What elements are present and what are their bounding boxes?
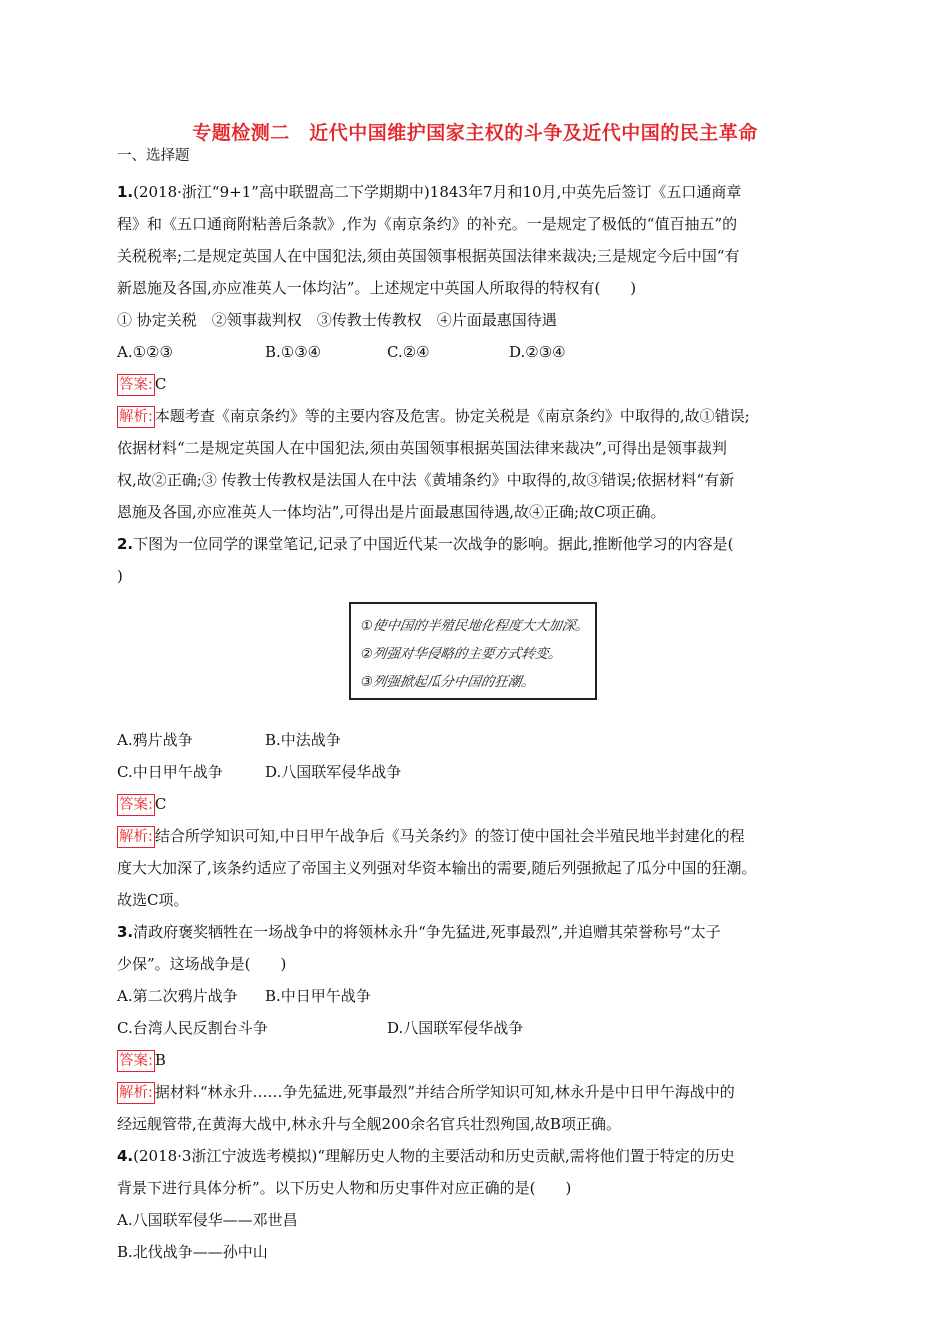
question-number: 2. — [117, 535, 134, 553]
option-a: A.第二次鸦片战争 — [117, 987, 238, 1005]
option-a: A.鸦片战争 — [117, 731, 193, 749]
answer-options — [117, 980, 829, 1012]
answer-options — [117, 724, 829, 756]
question-text: 1.(2018·浙江“9+1”高中联盟高二下学期期中)1843年7月和10月,中英先后签订《五口通商章 — [117, 183, 742, 201]
question-number: 4. — [117, 1147, 134, 1165]
analysis-text: 解析: 本题考查《南京条约》等的主要内容及危害。协定关税是《南京条约》中取得的,故①错误; — [117, 400, 829, 432]
analysis-text: 解析: 结合所学知识可知,中日甲午战争后《马关条约》的签订使中国社会半殖民地半封建化的程 — [117, 820, 829, 852]
question-text: 少保”。这场战争是( ) — [117, 955, 287, 973]
question-3 — [117, 916, 829, 1140]
questions — [117, 176, 829, 1268]
option-c: C.台湾人民反割台斗争 — [117, 1019, 268, 1037]
answer-tag: 答案: — [117, 794, 155, 816]
analysis-text: 度大大加深了,该条约适应了帝国主义列强对华资本输出的需要,随后列强掀起了瓜分中国的狂潮。 — [117, 859, 757, 877]
note-line: ③列强掀起瓜分中国的狂潮。 — [359, 674, 536, 690]
analysis-text: 经远舰管带,在黄海大战中,林永升与全舰200余名官兵壮烈殉国,故B项正确。 — [117, 1115, 621, 1133]
answer-value: C — [154, 375, 167, 393]
page-title: 专题检测二 近代中国维护国家主权的斗争及近代中国的民主革命 — [192, 122, 758, 144]
option-d: D.八国联军侵华战争 — [387, 1019, 524, 1037]
answer-line — [117, 1044, 829, 1076]
question-1 — [117, 176, 829, 528]
question-text: 2.下图为一位同学的课堂笔记,记录了中国近代某一次战争的影响。据此,推断他学习的内容是( — [117, 535, 734, 553]
question-text: 背景下进行具体分析”。以下历史人物和历史事件对应正确的是( ) — [117, 1179, 572, 1197]
question-2 — [117, 528, 829, 916]
section-heading: 一、选择题 — [117, 148, 190, 164]
note-line: ②列强对华侵略的主要方式转变。 — [359, 646, 563, 662]
analysis-text: 权,故②正确;③ 传教士传教权是法国人在中法《黄埔条约》中取得的,故③错误;依据材料“有新 — [117, 471, 735, 489]
handwritten-note — [349, 602, 597, 700]
analysis-tag: 解析: — [117, 406, 155, 428]
option-a: A.八国联军侵华——邓世昌 — [117, 1211, 298, 1229]
option-b: B.中法战争 — [265, 731, 341, 749]
analysis-tag: 解析: — [117, 826, 155, 848]
option-c: C.中日甲午战争 — [117, 763, 223, 781]
answer-options — [117, 756, 829, 788]
answer-value: B — [154, 1051, 166, 1069]
analysis-text: 恩施及各国,亦应准英人一体均沾”,可得出是片面最惠国待遇,故④正确;故C项正确。 — [117, 503, 666, 521]
answer-tag: 答案: — [117, 1050, 155, 1072]
question-text: 程》和《五口通商附粘善后条款》,作为《南京条约》的补充。一是规定了极低的“值百抽五”的 — [117, 215, 738, 233]
question-text: 新恩施及各国,亦应准英人一体均沾”。上述规定中英国人所取得的特权有( ) — [117, 279, 637, 297]
question-text: 4.(2018·3浙江宁波选考模拟)“理解历史人物的主要活动和历史贡献,需将他们置于特定的历史 — [117, 1147, 735, 1165]
analysis-tag: 解析: — [117, 1082, 155, 1104]
note-line: ①使中国的半殖民地化程度大大加深。 — [359, 618, 590, 634]
option-b: B.①③④ — [265, 343, 322, 361]
question-text: 关税税率;二是规定英国人在中国犯法,须由英国领事根据英国法律来裁决;三是规定今后中国“有 — [117, 247, 740, 265]
answer-options — [117, 336, 829, 368]
answer-tag: 答案: — [117, 374, 155, 396]
question-number: 3. — [117, 923, 134, 941]
analysis-text: 故选C项。 — [117, 891, 189, 909]
analysis-text: 解析: 据材料“林永升……争先猛进,死事最烈”并结合所学知识可知,林永升是中日甲午海战中的 — [117, 1076, 829, 1108]
option-b: B.中日甲午战争 — [265, 987, 371, 1005]
option-a: A.①②③ — [117, 343, 173, 361]
note-figure — [117, 592, 829, 724]
choice-items: ① 协定关税 ②领事裁判权 ③传教士传教权 ④片面最惠国待遇 — [117, 311, 557, 329]
question-text: 3.清政府褒奖牺牲在一场战争中的将领林永升“争先猛进,死事最烈”,并追赠其荣誉称号“太子 — [117, 923, 721, 941]
question-text: ) — [117, 567, 123, 585]
option-b: B.北伐战争——孙中山 — [117, 1243, 268, 1261]
answer-line — [117, 368, 829, 400]
answer-options — [117, 1012, 829, 1044]
question-number: 1. — [117, 183, 134, 201]
option-d: D.②③④ — [509, 343, 566, 361]
option-d: D.八国联军侵华战争 — [265, 763, 402, 781]
question-4 — [117, 1140, 829, 1268]
analysis-text: 依据材料“二是规定英国人在中国犯法,须由英国领事根据英国法律来裁决”,可得出是领事裁判 — [117, 439, 727, 457]
option-c: C.②④ — [387, 343, 430, 361]
answer-value: C — [154, 795, 167, 813]
answer-line — [117, 788, 829, 820]
